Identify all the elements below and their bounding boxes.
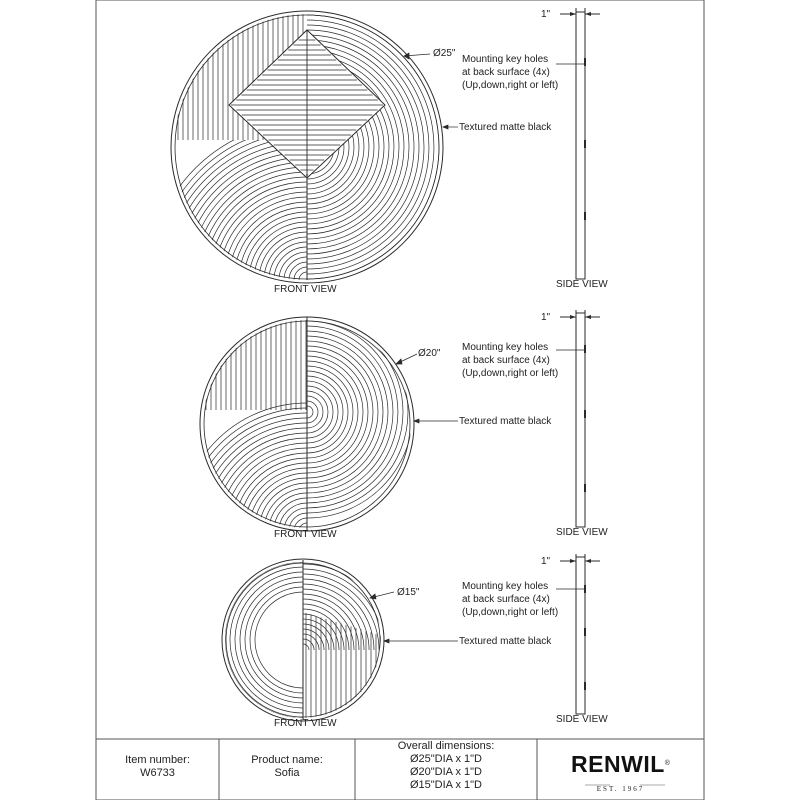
overall-dimensions-label: Overall dimensions: xyxy=(397,740,495,752)
groove-line xyxy=(179,152,307,280)
brand-name: RENWIL xyxy=(571,751,665,777)
product-name-value: Sofia xyxy=(274,767,300,779)
groove-line xyxy=(240,577,303,703)
groove-line xyxy=(307,351,368,473)
groove-line xyxy=(307,331,388,493)
product-name-cell xyxy=(219,739,355,800)
groove-line xyxy=(307,386,333,438)
groove-line xyxy=(284,508,307,531)
groove-line xyxy=(307,406,313,418)
dimension-line: Ø20"DIA x 1"D xyxy=(409,766,482,778)
groove-line xyxy=(303,609,344,662)
groove-line xyxy=(303,549,404,680)
groove-line xyxy=(219,192,307,280)
registered-mark: ® xyxy=(664,760,670,767)
dimension-line: Ø15"DIA x 1"D xyxy=(409,779,482,791)
depth-label-25: 1" xyxy=(541,9,551,20)
groove-line xyxy=(307,401,318,423)
side-view-15 xyxy=(556,554,600,714)
groove-line xyxy=(254,227,307,280)
groove-line xyxy=(189,162,307,280)
groove-line xyxy=(179,403,307,531)
groove-line xyxy=(220,557,303,723)
side-view-label-25: SIDE VIEW xyxy=(556,279,608,290)
mounting-note-25: Mounting key holes at back surface (4x) (Up,down,right or left) xyxy=(462,54,559,91)
groove-line xyxy=(184,408,307,531)
groove-line xyxy=(245,582,303,698)
groove-line xyxy=(249,473,307,531)
groove-line xyxy=(225,562,303,718)
groove-line xyxy=(254,478,307,531)
item-number-cell xyxy=(96,739,219,800)
mounting-note-15: Mounting key holes at back surface (4x) (Up,down,right or left) xyxy=(462,581,559,618)
groove-line xyxy=(279,252,307,280)
overall-dimensions-cell xyxy=(355,739,537,800)
groove-line xyxy=(249,222,307,280)
groove-line xyxy=(214,438,307,531)
depth-label-15: 1" xyxy=(541,556,551,567)
finish-note-25: Textured matte black xyxy=(459,122,552,133)
brand-cell xyxy=(537,739,704,800)
front-view-label-20: FRONT VIEW xyxy=(274,529,337,540)
finish-note-20: Textured matte black xyxy=(459,416,552,427)
groove-line xyxy=(307,356,363,468)
depth-label-20: 1" xyxy=(541,312,551,323)
groove-line xyxy=(303,639,314,653)
groove-line xyxy=(294,267,307,280)
front-view-15 xyxy=(220,544,409,725)
diameter-label-25: Ø25" xyxy=(433,48,456,59)
groove-line xyxy=(194,418,307,531)
dimension-line: Ø25"DIA x 1"D xyxy=(409,753,482,765)
side-view-label-20: SIDE VIEW xyxy=(556,527,608,538)
front-view-25 xyxy=(149,10,444,284)
groove-line xyxy=(229,202,307,280)
front-view-label-25: FRONT VIEW xyxy=(274,284,337,295)
diameter-label-15: Ø15" xyxy=(397,587,420,598)
diameter-label-20: Ø20" xyxy=(418,348,441,359)
brand-tagline: EST. 1967 xyxy=(596,785,645,793)
product-name-label: Product name: xyxy=(251,754,323,766)
groove-pattern xyxy=(179,306,413,531)
side-view-25 xyxy=(556,8,600,279)
item-number-value: W6733 xyxy=(140,767,175,779)
mounting-note-20: Mounting key holes at back surface (4x) (Up,down,right or left) xyxy=(462,342,559,379)
groove-line xyxy=(284,257,307,280)
side-view-label-15: SIDE VIEW xyxy=(556,714,608,725)
finish-note-15: Textured matte black xyxy=(459,636,552,647)
groove-line xyxy=(307,396,323,428)
groove-line xyxy=(307,321,398,503)
groove-pattern xyxy=(220,544,409,725)
item-number-label: Item number: xyxy=(125,754,190,766)
groove-line xyxy=(219,443,307,531)
front-view-label-15: FRONT VIEW xyxy=(274,718,337,729)
groove-line xyxy=(307,366,353,458)
brand-logo xyxy=(537,752,704,781)
front-view-20 xyxy=(179,306,414,531)
side-view-20 xyxy=(556,310,600,527)
groove-line xyxy=(194,167,307,280)
groove-line xyxy=(307,336,383,488)
groove-line xyxy=(307,391,328,433)
groove-line xyxy=(214,187,307,280)
